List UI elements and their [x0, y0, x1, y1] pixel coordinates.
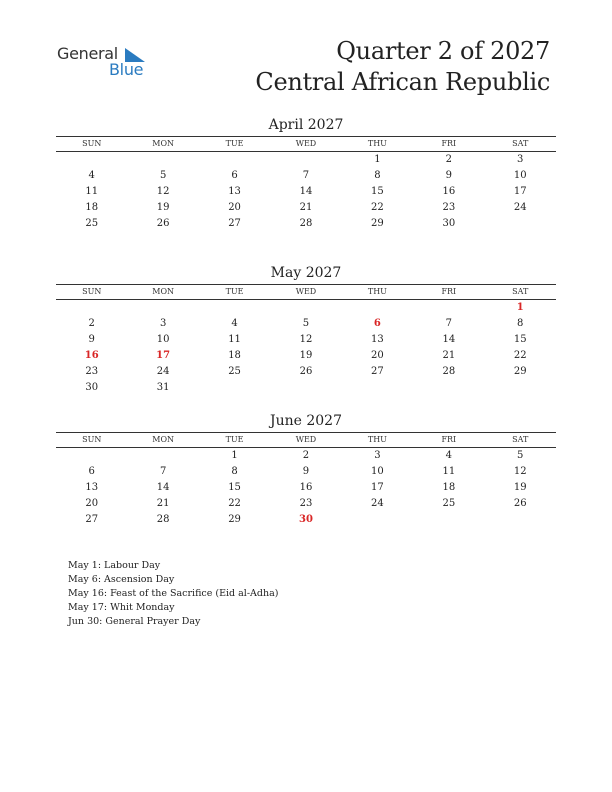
- week-row: [56, 300, 556, 316]
- weekday-label: MON: [152, 139, 174, 148]
- weekday-label: FRI: [441, 435, 457, 444]
- month-title: June 2027: [269, 413, 342, 429]
- day-cell: 3: [159, 318, 167, 329]
- weekday-label: THU: [367, 435, 387, 444]
- month-april: [56, 116, 556, 232]
- week-row: [56, 512, 556, 528]
- weekday-label: THU: [367, 287, 387, 296]
- day-cell: 14: [156, 482, 170, 493]
- day-cell: 4: [445, 450, 452, 461]
- day-cell: 13: [85, 482, 99, 493]
- day-cell: 8: [517, 318, 524, 329]
- day-cell: 11: [442, 466, 456, 477]
- day-cell: 27: [85, 514, 99, 525]
- day-cell: 31: [156, 382, 170, 393]
- week-row: [56, 348, 556, 364]
- day-cell: 20: [371, 350, 384, 361]
- week-row: [56, 184, 556, 200]
- day-cell: 8: [374, 170, 381, 181]
- day-cell: 21: [299, 202, 313, 213]
- day-cell: 10: [156, 334, 170, 345]
- holiday-notes: [68, 559, 278, 629]
- day-cell: 22: [371, 202, 384, 213]
- day-cell: 4: [88, 170, 95, 181]
- day-cell: 30: [442, 218, 456, 229]
- day-cell: 5: [517, 450, 524, 461]
- day-cell: 6: [88, 466, 95, 477]
- day-cell: 19: [513, 482, 527, 493]
- empty-day-cell: [56, 300, 127, 316]
- title-country: Central African Republic: [255, 68, 550, 96]
- day-cell: 27: [228, 218, 241, 229]
- day-cell: 20: [85, 498, 99, 509]
- day-cell: 10: [371, 466, 384, 477]
- weekday-label: SUN: [82, 435, 102, 444]
- day-cell: 21: [442, 350, 456, 361]
- empty-day-cell: [199, 152, 270, 168]
- day-cell: 17: [371, 482, 384, 493]
- day-cell: 21: [156, 498, 170, 509]
- day-cell: 13: [228, 186, 241, 197]
- day-cell: 19: [299, 350, 313, 361]
- day-cell: 26: [513, 498, 527, 509]
- weekday-header: [56, 432, 556, 448]
- weekday-label: MON: [152, 435, 174, 444]
- day-cell: 29: [513, 366, 527, 377]
- weekday-label: SUN: [82, 287, 102, 296]
- day-cell: 7: [302, 170, 310, 181]
- day-cell: 5: [302, 318, 310, 329]
- day-cell: 23: [85, 366, 99, 377]
- empty-day-cell: [342, 380, 413, 396]
- holiday-day-cell: 6: [373, 318, 381, 329]
- empty-day-cell: [199, 300, 270, 316]
- day-cell: 22: [513, 350, 527, 361]
- day-cell: 25: [85, 218, 99, 229]
- day-cell: 29: [371, 218, 384, 229]
- weekday-label: THU: [367, 139, 387, 148]
- day-cell: 7: [445, 318, 452, 329]
- day-cell: 30: [85, 382, 99, 393]
- title-quarter: Quarter 2 of 2027: [336, 37, 550, 65]
- month-title: May 2027: [270, 265, 342, 281]
- day-cell: 1: [231, 450, 238, 461]
- day-cell: 2: [302, 450, 310, 461]
- day-cell: 18: [85, 202, 99, 213]
- holiday-day-cell: 30: [299, 514, 313, 525]
- day-cell: 26: [156, 218, 170, 229]
- day-cell: 1: [374, 154, 381, 165]
- day-cell: 12: [156, 186, 170, 197]
- day-cell: 28: [156, 514, 170, 525]
- day-cell: 19: [156, 202, 170, 213]
- empty-day-cell: [270, 152, 341, 168]
- weekday-header: [56, 284, 556, 300]
- holiday-day-cell: 17: [156, 350, 171, 361]
- day-cell: 8: [231, 466, 238, 477]
- weekday-label: FRI: [441, 287, 457, 296]
- weekday-header: [56, 136, 556, 152]
- day-cell: 5: [159, 170, 167, 181]
- week-row: [56, 448, 556, 464]
- empty-day-cell: [342, 300, 413, 316]
- empty-day-cell: [485, 380, 556, 396]
- day-cell: 9: [302, 466, 310, 477]
- day-cell: 17: [513, 186, 527, 197]
- holiday-day-cell: 1: [516, 302, 524, 313]
- holiday-note: May 16: Feast of the Sacrifice (Eid al-Adha): [68, 588, 279, 599]
- day-cell: 14: [299, 186, 313, 197]
- empty-day-cell: [485, 512, 556, 528]
- day-cell: 9: [445, 170, 452, 181]
- weekday-label: SAT: [512, 435, 529, 444]
- day-cell: 25: [442, 498, 456, 509]
- day-cell: 3: [517, 154, 524, 165]
- week-row: [56, 380, 556, 396]
- day-cell: 20: [228, 202, 241, 213]
- empty-day-cell: [56, 152, 127, 168]
- brand-blue-text: Blue: [109, 60, 144, 79]
- weekday-label: TUE: [225, 435, 244, 444]
- empty-day-cell: [342, 512, 413, 528]
- weekday-label: SAT: [512, 139, 529, 148]
- holiday-note: Jun 30: General Prayer Day: [68, 616, 201, 627]
- week-row: [56, 200, 556, 216]
- day-cell: 27: [371, 366, 384, 377]
- week-row: [56, 316, 556, 332]
- empty-day-cell: [199, 380, 270, 396]
- month-title: April 2027: [268, 117, 344, 133]
- day-cell: 24: [156, 366, 170, 377]
- holiday-note: May 1: Labour Day: [68, 560, 161, 571]
- day-cell: 29: [228, 514, 241, 525]
- day-cell: 6: [231, 170, 238, 181]
- empty-day-cell: [127, 448, 198, 464]
- day-cell: 7: [159, 466, 167, 477]
- day-cell: 12: [299, 334, 313, 345]
- empty-day-cell: [413, 300, 484, 316]
- empty-day-cell: [127, 300, 198, 316]
- day-cell: 18: [228, 350, 241, 361]
- day-cell: 11: [228, 334, 241, 345]
- week-row: [56, 496, 556, 512]
- day-cell: 3: [374, 450, 381, 461]
- day-cell: 12: [513, 466, 527, 477]
- week-row: [56, 152, 556, 168]
- day-cell: 15: [371, 186, 384, 197]
- day-cell: 28: [442, 366, 456, 377]
- holiday-day-cell: 16: [84, 350, 99, 361]
- day-cell: 16: [442, 186, 456, 197]
- page-title: [255, 36, 550, 98]
- day-cell: 13: [371, 334, 384, 345]
- day-cell: 24: [513, 202, 527, 213]
- day-cell: 14: [442, 334, 456, 345]
- brand-general-text: General: [57, 44, 118, 63]
- week-row: [56, 216, 556, 232]
- day-cell: 23: [299, 498, 313, 509]
- day-cell: 18: [442, 482, 456, 493]
- weekday-label: WED: [295, 435, 317, 444]
- weekday-label: SAT: [512, 287, 529, 296]
- week-row: [56, 168, 556, 184]
- day-cell: 9: [88, 334, 95, 345]
- week-row: [56, 464, 556, 480]
- day-cell: 23: [442, 202, 456, 213]
- empty-day-cell: [485, 216, 556, 232]
- brand-logo: [57, 44, 157, 80]
- day-cell: 10: [513, 170, 527, 181]
- week-row: [56, 332, 556, 348]
- day-cell: 15: [228, 482, 241, 493]
- weekday-label: MON: [152, 287, 174, 296]
- week-row: [56, 480, 556, 496]
- day-cell: 15: [513, 334, 527, 345]
- empty-day-cell: [413, 512, 484, 528]
- day-cell: 28: [299, 218, 313, 229]
- holiday-note: May 6: Ascension Day: [68, 574, 175, 585]
- day-cell: 25: [228, 366, 241, 377]
- day-cell: 2: [88, 318, 95, 329]
- day-cell: 11: [85, 186, 99, 197]
- holiday-note: May 17: Whit Monday: [68, 602, 175, 613]
- weekday-label: TUE: [225, 139, 244, 148]
- day-cell: 2: [445, 154, 452, 165]
- day-cell: 24: [371, 498, 384, 509]
- weekday-label: SUN: [82, 139, 102, 148]
- empty-day-cell: [270, 380, 341, 396]
- weekday-label: WED: [295, 287, 317, 296]
- weekday-label: WED: [295, 139, 317, 148]
- day-cell: 4: [231, 318, 238, 329]
- day-cell: 16: [299, 482, 313, 493]
- empty-day-cell: [127, 152, 198, 168]
- month-june: [56, 412, 556, 528]
- empty-day-cell: [413, 380, 484, 396]
- day-cell: 22: [228, 498, 241, 509]
- day-cell: 26: [299, 366, 313, 377]
- month-may: [56, 264, 556, 396]
- empty-day-cell: [56, 448, 127, 464]
- weekday-label: TUE: [225, 287, 244, 296]
- week-row: [56, 364, 556, 380]
- weekday-label: FRI: [441, 139, 457, 148]
- empty-day-cell: [270, 300, 341, 316]
